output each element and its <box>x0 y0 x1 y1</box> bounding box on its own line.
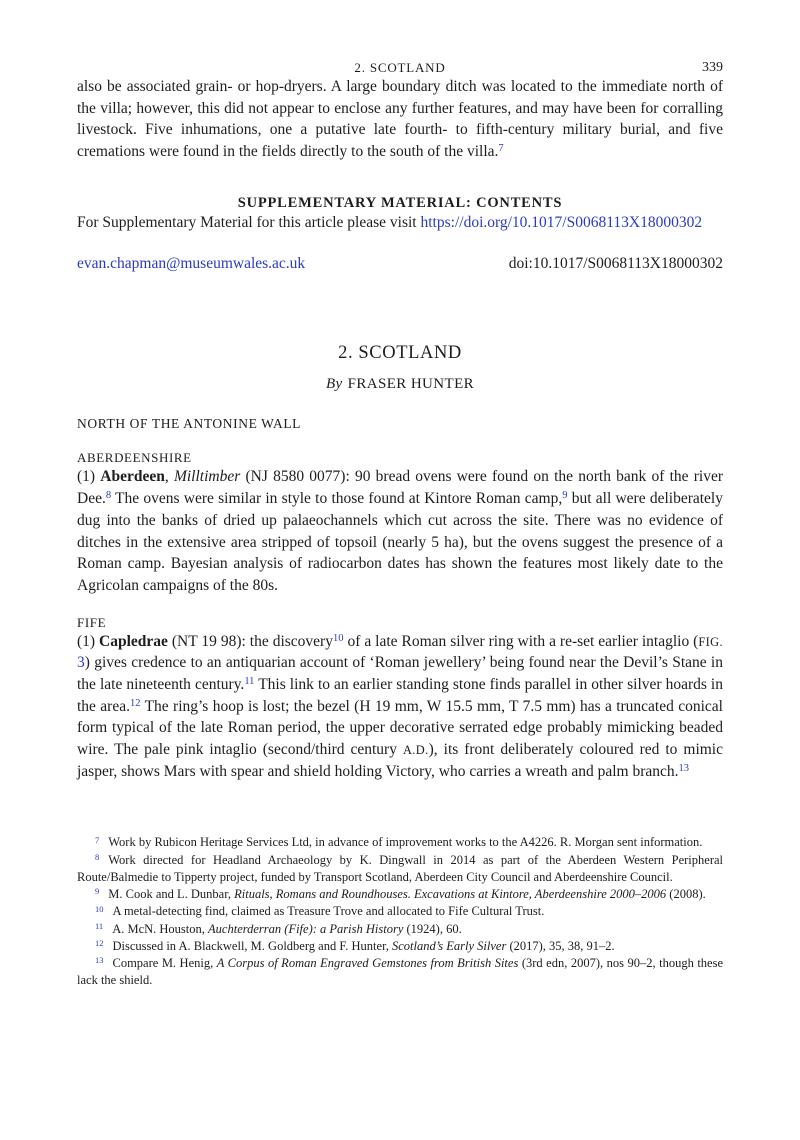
footnote-ref[interactable]: 10 <box>332 632 344 644</box>
italic-text: A Corpus of Roman Engraved Gemstones from British Sites <box>216 956 519 971</box>
supplementary-heading: SUPPLEMENTARY MATERIAL: CONTENTS <box>237 194 563 211</box>
footnote-ref[interactable]: 11 <box>95 920 104 931</box>
italic-text: Scotland’s Early Silver <box>392 938 507 953</box>
text-run: (2017), 35, 38, 91–2. <box>506 938 615 953</box>
footnote-ref[interactable]: 13 <box>95 955 104 966</box>
byline-author: FRASER HUNTER <box>347 376 475 393</box>
text-run: The ovens were similar in style to those found at Kintore Roman camp, <box>111 490 563 508</box>
text-run: , <box>164 468 174 486</box>
page-number: 339 <box>702 60 723 75</box>
italic-text: Auchterderran (Fife): a Parish History <box>208 921 404 936</box>
text-run: ) gives credence to an antiquarian account of ‘Roman jewellery’ being found near the Devil’s Stane in the late nineteenth century. <box>77 654 723 693</box>
link[interactable]: 3 <box>77 654 85 672</box>
email-link[interactable]: evan.chapman@museumwales.ac.uk <box>77 255 306 273</box>
county-heading-aberdeenshire: ABERDEENSHIRE <box>77 450 192 466</box>
byline-prefix: By <box>325 376 343 393</box>
small-caps-text: A.D. <box>402 743 429 757</box>
footnote-ref[interactable]: 12 <box>95 938 104 949</box>
footnote-10 <box>77 903 723 920</box>
footnote-ref[interactable]: 8 <box>105 490 112 502</box>
italic-text: Milltimber <box>173 468 241 486</box>
text-run: (1) <box>77 468 101 486</box>
footnote-9 <box>77 886 723 903</box>
paragraph-intro <box>77 76 723 163</box>
entry-capledrae <box>77 631 723 783</box>
text-run: Discussed in A. Blackwell, M. Goldberg and F. Hunter, <box>112 938 392 953</box>
contact-row <box>77 255 723 273</box>
footnote-ref[interactable]: 9 <box>95 886 100 897</box>
footnote-ref[interactable]: 11 <box>244 676 255 688</box>
footnote-ref[interactable]: 7 <box>498 143 504 155</box>
text-run: ), its front deliberately coloured red to mimic jasper, shows Mars with spear and shield holding Victory, who carries a wreath and palm branch. <box>77 741 723 780</box>
footnotes-section <box>77 834 723 989</box>
entry-aberdeen <box>77 466 723 596</box>
footnote-ref[interactable]: 9 <box>562 490 568 502</box>
text-run: but all were deliberately dug into the banks of dried up palaeochannels which cut across the site. There was no evidence of ditches in the extensive area stripped of topsoil (nearly 5 ha), but the ovens suggest the presence of a Roman camp. Bayesian analysis of radiocarbon dates has shown the features most likely date to the Agricolan campaigns of the 80s. <box>77 490 723 594</box>
text-run: For Supplementary Material for this article please visit <box>77 213 421 231</box>
byline <box>77 376 723 393</box>
small-caps-text: FIG. <box>698 634 723 649</box>
text-run: also be associated grain- or hop-dryers. A large boundary ditch was located to the immediate north of the villa; however, this did not appear to enclose any further features, and may have been for corralling livestock. Five inhumations, one a putative late fourth- to fifth-century military burial, and five cremations were found in the fields directly to the south of the villa. <box>77 78 723 161</box>
doi-text: doi:10.1017/S0068113X18000302 <box>508 255 723 273</box>
footnote-13 <box>77 955 723 990</box>
bold-text: Aberdeen <box>100 468 165 486</box>
italic-text: Rituals, Romans and Roundhouses. Excavations at Kintore, Aberdeenshire 2000–2006 <box>234 887 667 902</box>
text-run: of a late Roman silver ring with a re-set earlier intaglio ( <box>343 632 699 650</box>
text-run: (NJ 8580 0077): 90 bread ovens were found on the north bank of the river Dee. <box>77 468 724 508</box>
text-run: (1924), 60. <box>403 921 462 936</box>
text-run: Compare M. Henig, <box>112 956 217 971</box>
supplementary-visit-line <box>77 212 723 234</box>
text-run: A. McN. Houston, <box>112 921 209 936</box>
section-title: 2. SCOTLAND <box>338 343 462 364</box>
text-run: The ring’s hoop is lost; the bezel (H 19 mm, W 15.5 mm, T 7.5 mm) has a truncated conical form typical of the late Roman period, the upper decorative serrated edge probably mimicking beaded wire. The pale pink intaglio (second/third century <box>77 697 723 758</box>
footnote-11 <box>77 921 723 938</box>
footnote-ref[interactable]: 8 <box>95 851 100 862</box>
link[interactable]: https://doi.org/10.1017/S0068113X18000302 <box>420 213 703 231</box>
running-head: 2. SCOTLAND <box>354 60 446 75</box>
footnote-7 <box>77 834 723 851</box>
footnote-8 <box>77 852 723 887</box>
page-header <box>77 60 723 76</box>
footnote-ref[interactable]: 12 <box>129 697 141 709</box>
text-run: (2008). <box>666 887 706 902</box>
footnote-ref[interactable]: 13 <box>678 762 690 774</box>
text-run: This link to an earlier standing stone finds parallel in other silver hoards in the area. <box>77 675 723 715</box>
text-run: (NT 19 98): the discovery <box>167 632 333 650</box>
text-run: A metal-detecting find, claimed as Treasure Trove and allocated to Fife Cultural Trust. <box>112 904 545 919</box>
text-run: Work by Rubicon Heritage Services Ltd, in advance of improvement works to the A4226. R. Morgan sent information. <box>108 835 703 850</box>
text-run: M. Cook and L. Dunbar, <box>108 887 235 902</box>
footnote-ref[interactable]: 10 <box>95 903 104 914</box>
region-heading: NORTH OF THE ANTONINE WALL <box>77 416 302 432</box>
text-run: Work directed for Headland Archaeology by K. Dingwall in 2014 as part of the Aberdeen Western Peripheral Route/Balmedie to Tipperty project, funded by Transport Scotland, Aberdeen City Council and Aberdeenshire Council. <box>77 852 723 884</box>
footnote-ref[interactable]: 7 <box>95 834 100 845</box>
text-run: (1) <box>77 632 100 650</box>
county-heading-fife: FIFE <box>77 614 107 630</box>
text-run: (3rd edn, 2007), nos 90–2, though these lack the shield. <box>77 956 723 988</box>
footnote-12 <box>77 938 723 955</box>
bold-text: Capledrae <box>99 632 168 650</box>
